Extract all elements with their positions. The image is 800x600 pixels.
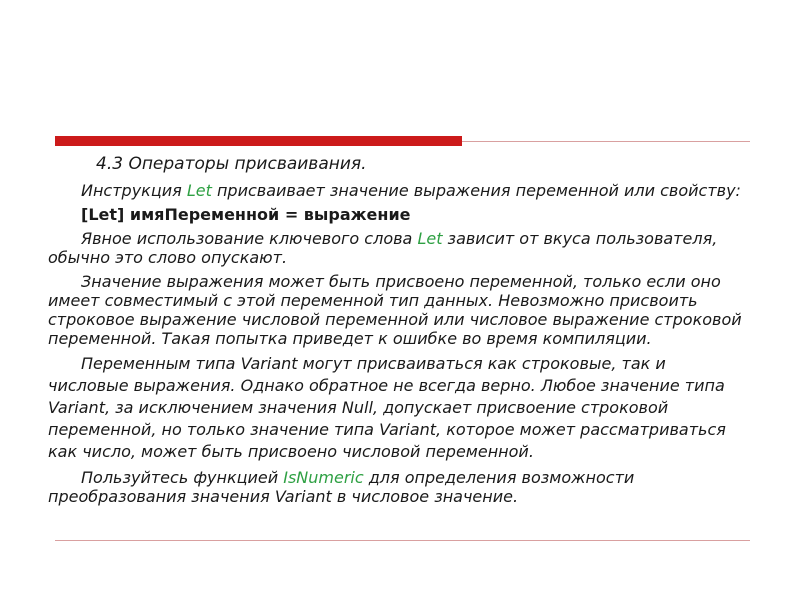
top-rule-thick-segment — [55, 136, 462, 146]
bottom-rule — [55, 540, 750, 541]
paragraph-text: для определения возможности преобразования значения Variant в числовое значение. — [48, 468, 635, 506]
top-rule-thin-segment — [462, 141, 750, 142]
paragraph-text: Инструкция — [81, 181, 187, 200]
paragraph-variant: Переменным типа Variant могут присваиваться как строковые, так и числовые выражения. Однако обратное не всегда верно. Любое значение типа Variant, за исключением значения Null, допускает присвоение строковой переменной, но только значение типа Variant, которое может рассматриваться как число, может быть присвоено числовой переменной. — [48, 354, 726, 461]
paragraph-isnumeric — [48, 468, 748, 506]
keyword-isnumeric: IsNumeric — [283, 468, 364, 487]
paragraph-text: зависит от вкуса пользователя, обычно это слово опускают. — [48, 229, 718, 267]
paragraph-text: присваивает значение выражения переменной или свойству: — [211, 181, 741, 200]
slide-content — [48, 153, 748, 511]
top-rule — [55, 136, 750, 146]
paragraph-text: Пользуйтесь функцией — [81, 468, 284, 487]
paragraph-text: Явное использование ключевого слова — [81, 229, 418, 248]
section-heading: 4.3 Операторы присваивания. — [96, 154, 367, 174]
keyword-let: Let — [417, 229, 443, 248]
syntax-line: [Let] имяПеременной = выражение — [81, 205, 411, 224]
paragraph-type-compatibility: Значение выражения может быть присвоено переменной, только если оно имеет совместимый с этой переменной тип данных. Невозможно присвоить строковое выражение числовой переменной или числовое выражение строковой переменной. Такая попытка приведет к ошибке во время компиляции. — [48, 272, 742, 348]
keyword-let: Let — [186, 181, 212, 200]
paragraph-let-intro — [48, 181, 748, 200]
paragraph-let-optional — [48, 229, 748, 267]
